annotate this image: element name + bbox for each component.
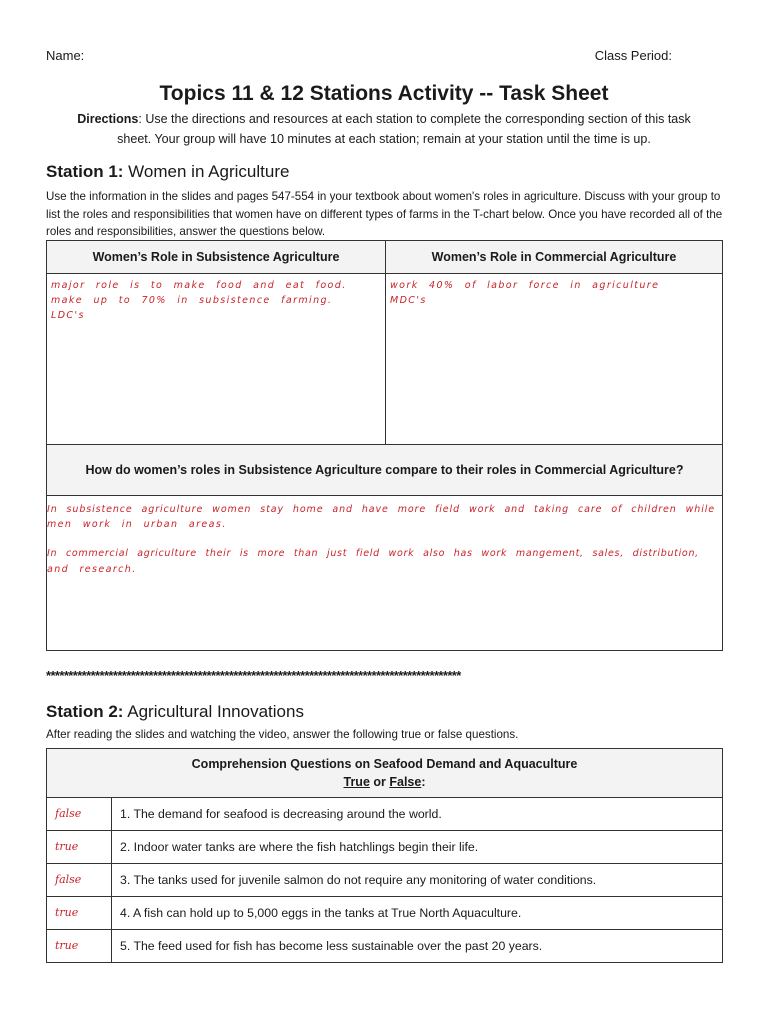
or-word: or [369, 775, 390, 789]
table-row [47, 930, 723, 963]
question-cell: 4. A fish can hold up to 5,000 eggs in the tanks at True North Aquaculture. [112, 897, 723, 930]
answer-cell[interactable] [47, 798, 112, 831]
comparison-answer-line: and research. [47, 564, 137, 575]
col1-header: Women’s Role in Subsistence Agriculture [47, 241, 386, 274]
station2-title: Agricultural Innovations [123, 702, 304, 721]
table-row [47, 897, 723, 930]
table-row [47, 831, 723, 864]
answer-cell[interactable] [47, 864, 112, 897]
col1-answer-line: LDC's [51, 310, 85, 321]
comparison-answer-line: In commercial agriculture their is more than just field work also has work mangement, sales, distribution, [47, 548, 699, 559]
answer-cell[interactable] [47, 930, 112, 963]
handwritten-answer: true [55, 840, 79, 853]
station1-instructions: Use the information in the slides and pages 547-554 in your textbook about women's roles in agriculture. Discuss with your group to list the roles and responsibilities that women have on different types of farms in the T-chart below. Once you have recorded all of the roles and responsibilities, answer the questions below. [46, 190, 723, 238]
comparison-answer-cell[interactable] [47, 496, 723, 651]
colon: : [421, 775, 426, 789]
handwritten-answer: true [55, 906, 79, 919]
col1-answer-line: make up to 70% in subsistence farming. [51, 295, 333, 306]
handwritten-answer: false [55, 873, 82, 886]
question-cell: 3. The tanks used for juvenile salmon do not require any monitoring of water conditions. [112, 864, 723, 897]
true-false-subtitle [47, 773, 722, 791]
directions [60, 109, 708, 149]
true-false-title: Comprehension Questions on Seafood Demand and Aquaculture [191, 757, 578, 771]
station1-title: Women in Agriculture [123, 162, 290, 181]
station1-label: Station 1: [46, 162, 124, 181]
question-cell: 5. The feed used for fish has become less sustainable over the past 20 years. [112, 930, 723, 963]
comparison-question: How do women’s roles in Subsistence Agriculture compare to their roles in Commercial Agriculture? [47, 445, 723, 496]
table-row [47, 864, 723, 897]
station1-t-chart [46, 240, 723, 651]
handwritten-answer: true [55, 939, 79, 952]
col2-answer-cell[interactable] [386, 274, 723, 445]
false-word: False [389, 775, 422, 789]
answer-cell[interactable] [47, 831, 112, 864]
comparison-answer-line: men work in urban areas. [47, 519, 227, 530]
directions-text: : Use the directions and resources at each station to complete the corresponding section of this task sheet. Your group will have 10 minutes at each station; remain at your station until the time is up. [117, 112, 691, 146]
question-cell: 1. The demand for seafood is decreasing around the world. [112, 798, 723, 831]
col2-answer-line: MDC's [390, 295, 427, 306]
station1-heading [46, 162, 289, 182]
section-separator: ********************************************************************************************* [46, 668, 461, 683]
station2-instructions: After reading the slides and watching the video, answer the following true or false questions. [46, 728, 519, 741]
col2-header: Women’s Role in Commercial Agriculture [386, 241, 723, 274]
col1-answer-cell[interactable] [47, 274, 386, 445]
station2-heading [46, 702, 304, 722]
col1-answer-line: major role is to make food and eat food. [51, 280, 347, 291]
handwritten-answer: false [55, 807, 82, 820]
true-false-table [46, 748, 723, 963]
class-period-label: Class Period: [594, 48, 672, 63]
col2-answer-line: work 40% of labor force in agriculture [390, 280, 660, 291]
true-word: True [343, 775, 370, 789]
answer-cell[interactable] [47, 897, 112, 930]
directions-label: Directions [77, 112, 139, 126]
true-false-header [47, 749, 723, 798]
comparison-answer-line: In subsistence agriculture women stay home and have more field work and taking care of children while [47, 504, 716, 515]
station2-label: Station 2: [46, 702, 124, 721]
question-cell: 2. Indoor water tanks are where the fish hatchlings begin their life. [112, 831, 723, 864]
name-label: Name: [46, 48, 85, 63]
page-title: Topics 11 & 12 Stations Activity -- Task Sheet [159, 82, 609, 105]
table-row [47, 798, 723, 831]
